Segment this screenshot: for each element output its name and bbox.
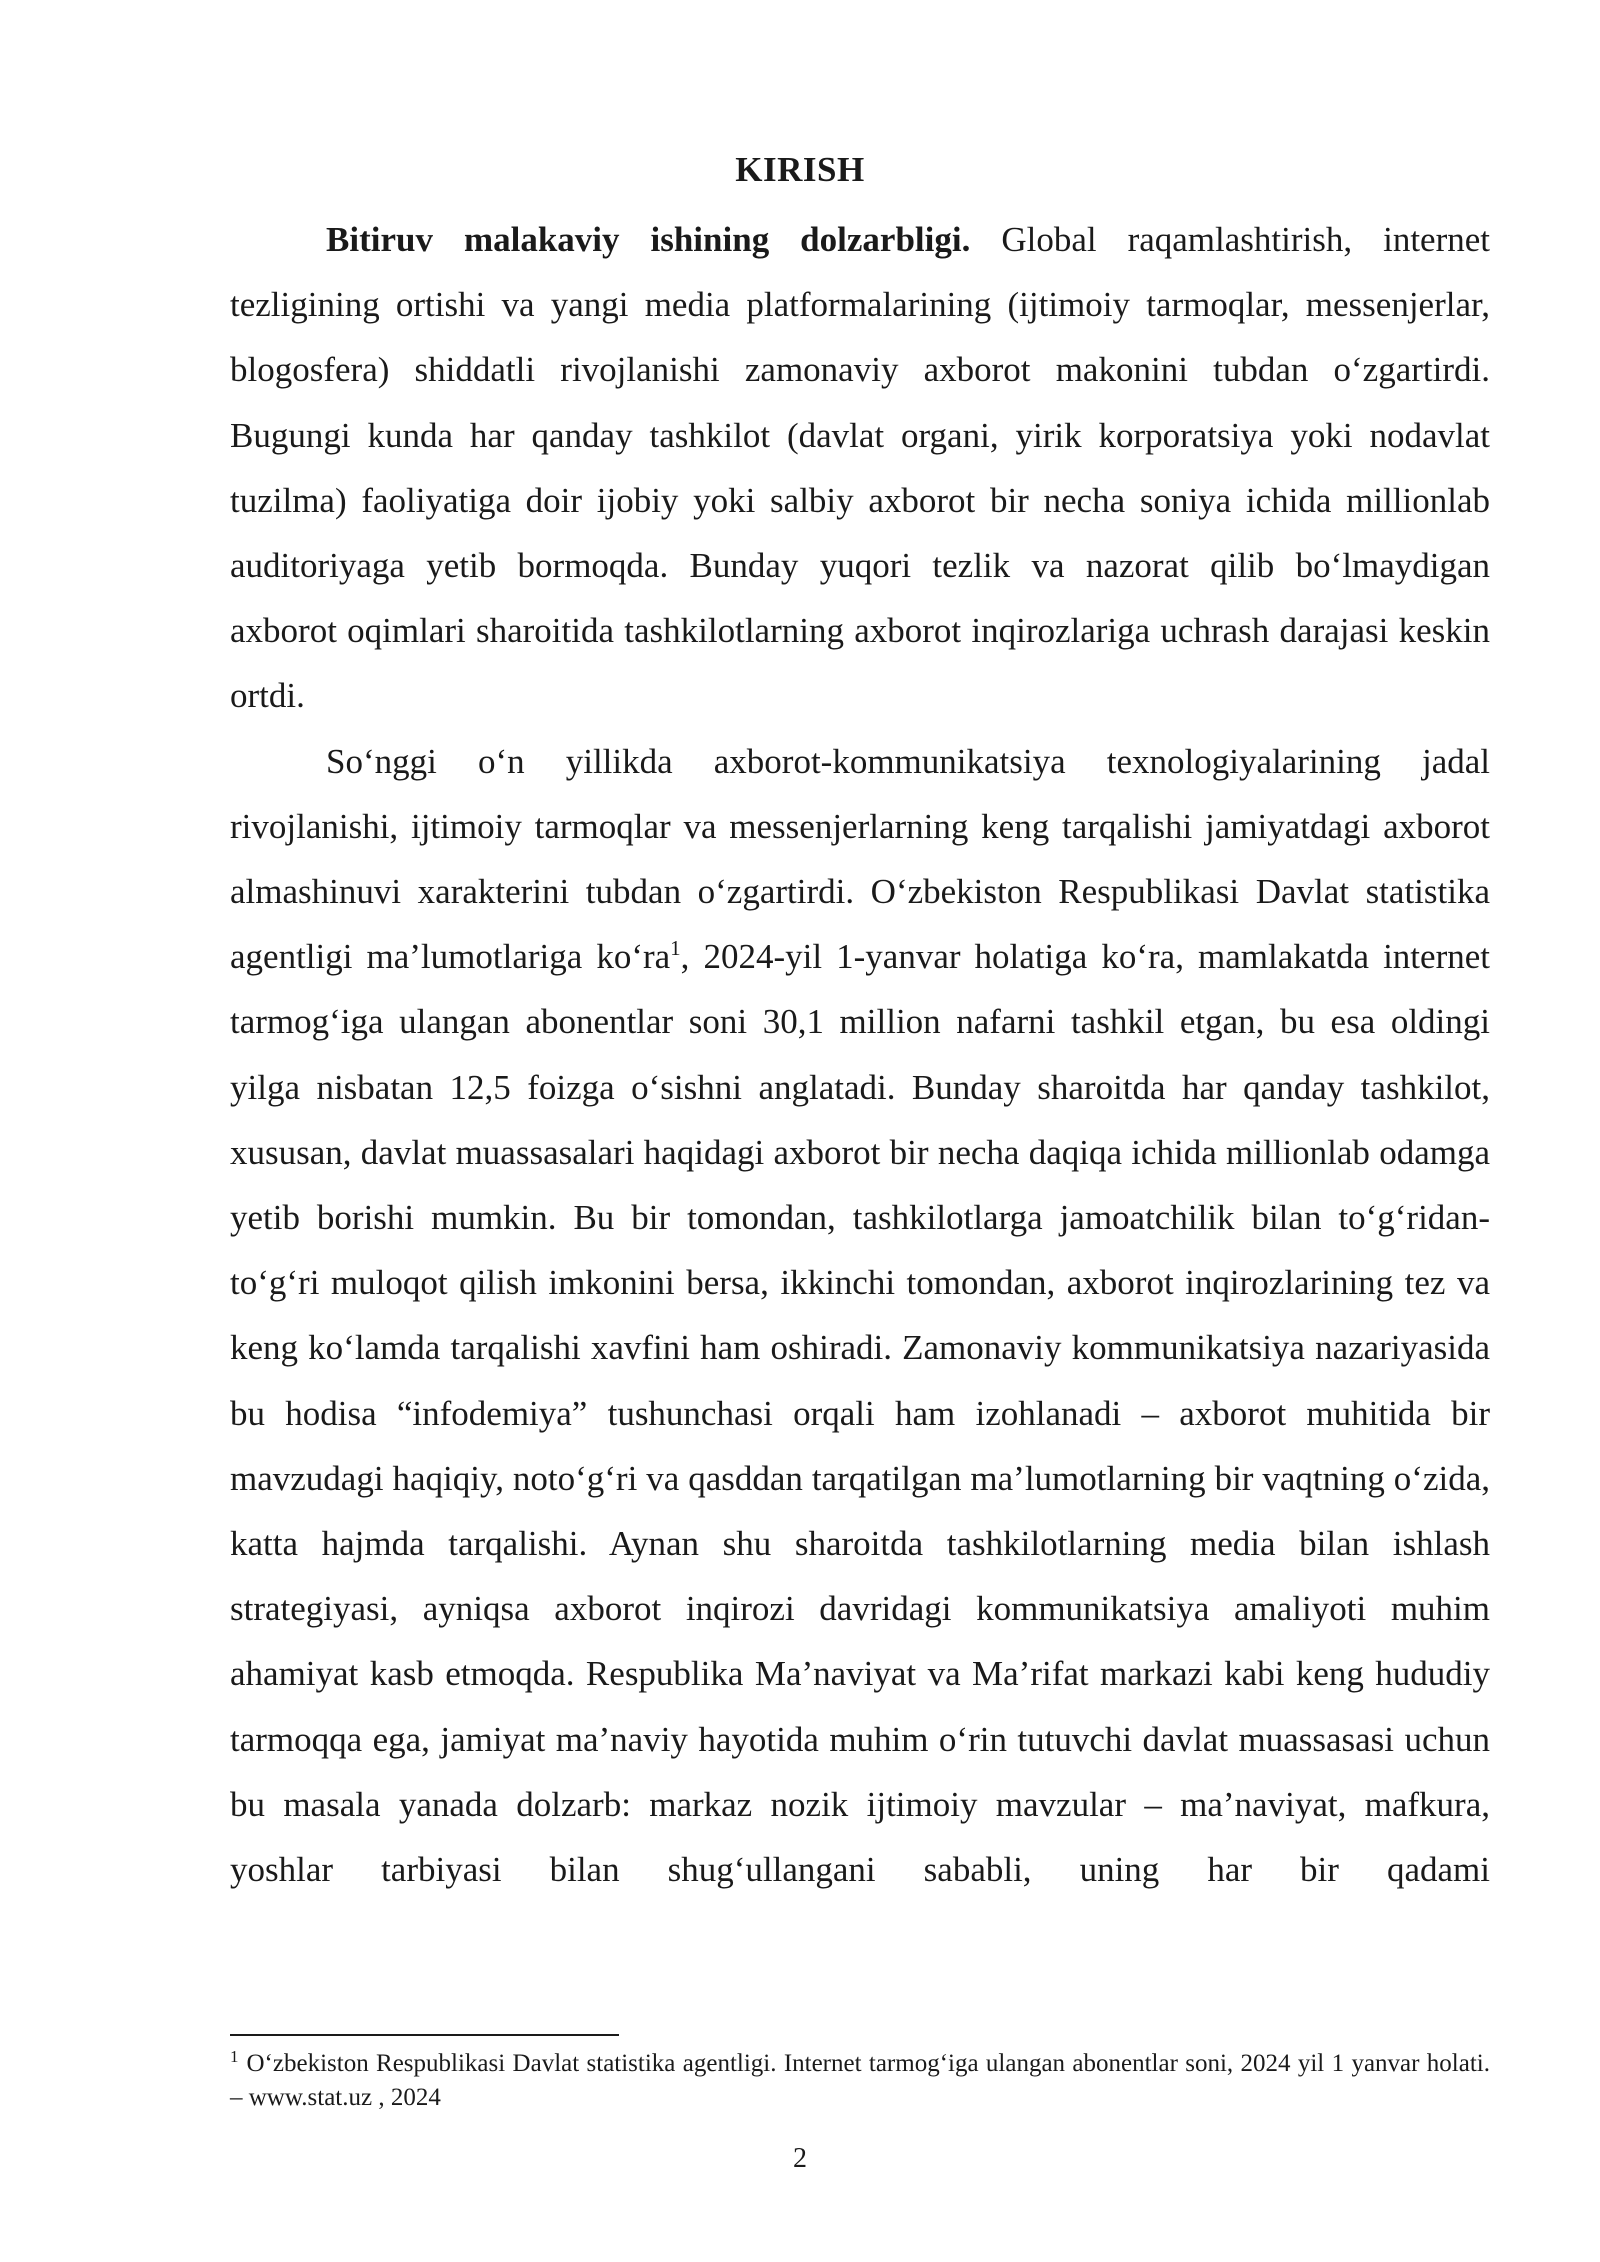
body-text bbox=[230, 207, 1490, 1902]
paragraph-text: Global raqamlashtirish, internet tezligining ortishi va yangi media platformalarining (ijtimoiy tarmoqlar, messenjerlar, blogosfera) shiddatli rivojlanishi zamonaviy axborot makonini tubdan o‘zgartirdi. Bugungi kunda har qanday tashkilot (davlat organi, yirik korporatsiya yoki nodavlat tuzilma) faoliyatiga doir ijobiy yoki salbiy axborot bir necha soniya ichida millionlab auditoriyaga yetib bormoqda. Bunday yuqori tezlik va nazorat qilib bo‘lmaydigan axborot oqimlari sharoitida tashkilotlarning axborot inqirozlariga uchrash darajasi keskin ortdi. bbox=[230, 220, 1491, 716]
footnote-number: 1 bbox=[230, 2047, 239, 2066]
section-heading: KIRISH bbox=[735, 150, 865, 189]
paragraph-text-after-ref: , 2024-yil 1-yanvar holatiga ko‘ra, mamlakatda internet tarmog‘iga ulangan abonentlar soni 30,1 million nafarni tashkil etgan, bu esa oldingi yilga nisbatan 12,5 foizga o‘sishni anglatadi. Bunday sharoitda har qanday tashkilot, xususan, davlat muassasalari haqidagi axborot bir necha daqiqa ichida millionlab odamga yetib borishi mumkin. Bu bir tomondan, tashkilotlarga jamoatchilik bilan to‘g‘ridan-to‘g‘ri muloqot qilish imkonini bersa, ikkinchi tomondan, axborot inqirozlarining tez va keng ko‘lamda tarqalishi xavfini ham oshiradi. Zamonaviy kommunikatsiya nazariyasida bu hodisa “infodemiya” tushunchasi orqali ham izohlanadi – axborot muhitida bir mavzudagi haqiqiy, noto‘g‘ri va qasddan tarqatilgan ma’lumotlarning bir vaqtning o‘zida, katta hajmda tarqalishi. Aynan shu sharoitda tashkilotlarning media bilan ishlash strategiyasi, ayniqsa axborot inqirozi davridagi kommunikatsiya amaliyoti muhim ahamiyat kasb etmoqda. Respublika Ma’naviyat va Ma’rifat markazi kabi keng hududiy tarmoqqa ega, jamiyat ma’naviy hayotida muhim o‘rin tutuvchi davlat muassasasi uchun bu masala yanada dolzarb: markaz nozik ijtimoiy mavzular – ma’naviyat, mafkura, yoshlar tarbiyasi bilan shug‘ullangani sababli, uning har bir qadami bbox=[230, 937, 1490, 1890]
footnote bbox=[230, 2047, 1490, 2115]
paragraph-text-before-ref: So‘nggi o‘n yillikda axborot-kommunikatsiya texnologiyalarining jadal rivojlanishi, ijtimoiy tarmoqlar va messenjerlarning keng tarqalishi jamiyatdagi axborot almashinuvi xarakterini tubdan o‘zgartirdi. O‘zbekiston Respublikasi Davlat statistika agentligi ma’lumotlariga ko‘ra bbox=[230, 741, 1490, 977]
footnote-separator bbox=[230, 2034, 619, 2036]
paragraph-context bbox=[230, 729, 1490, 1903]
paragraph-lead: Bitiruv malakaviy ishining dolzarbligi. bbox=[326, 220, 971, 259]
footnote-reference[interactable]: 1 bbox=[670, 936, 681, 961]
paragraph-relevance bbox=[230, 207, 1490, 729]
page-number: 2 bbox=[793, 2143, 807, 2174]
footnote-text: O‘zbekiston Respublikasi Davlat statistika agentligi. Internet tarmog‘iga ulangan abonentlar soni, 2024 yil 1 yanvar holati. – www.stat.uz , 2024 bbox=[230, 2050, 1490, 2111]
